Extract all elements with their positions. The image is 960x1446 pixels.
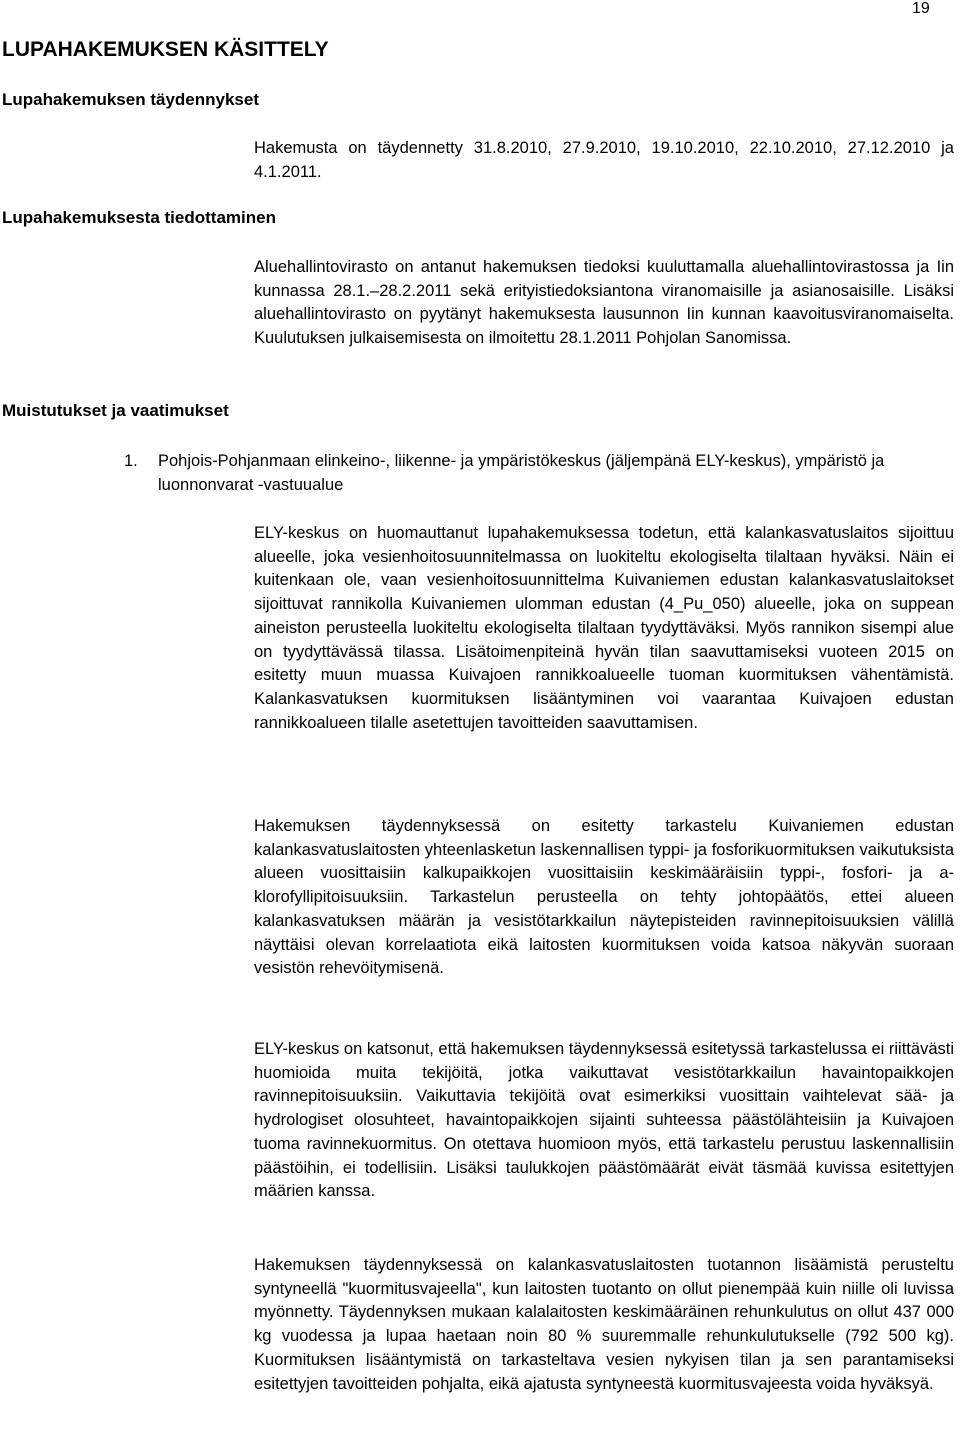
tiedottaminen-text	[254, 256, 954, 351]
tiedottaminen-paragraph: Aluehallintovirasto on antanut hakemuksen tiedoksi kuuluttamalla aluehallintovirastossa ja Iin kunnassa 28.1.–28.2.2011 sekä erityistiedoksiantona viranomaisille ja asianosaisille. Lisäksi aluehallintovirasto on pyytänyt hakemuksesta lausunnon Iin kunnan kaavoitusviranomaiselta. Kuulutuksen julkaisemisesta on ilmoitettu 28.1.2011 Pohjolan Sanomissa.	[254, 258, 954, 348]
heading-taydennykset: Lupahakemuksen täydennykset	[2, 90, 259, 109]
paragraph-text: ELY-keskus on katsonut, että hakemuksen täydennyksessä esitetyssä tarkastelussa ei riittävästi huomioida muita tekijöitä, jotka vaikuttavat vesistötarkkailun havaintopaikkojen ravinnepitoisuuksiin. Vaikuttavia tekijöitä ovat esimerkiksi vuosittain vaihtelevat sää- ja hydrologiset olosuhteet, havaintopaikkojen sijainti suhteessa päästölähteisiin ja Kuivajoen tuoma ravinnekuormitus. On otettava huomioon myös, että tarkastelu perustuu laskennallisiin päästöihin, ei todellisiin. Lisäksi taulukkojen päästömäärät eivät täsmää kuvissa esitettyjen määrien kanssa.	[254, 1040, 954, 1201]
muistutus-paragraph-1	[254, 522, 954, 735]
paragraph-text: Hakemuksen täydennyksessä on esitetty tarkastelu Kuivaniemen edustan kalankasvatuslaitosten yhteenlasketun laskennallisen typpi- ja fosforikuormituksen vaikutuksista alueen vuosittaisiin kalkupaikkojen vuosittaisiin keskimääräisiin typpi-, fosfori- ja a-klorofyllipitoisuuksiin. Tarkastelun perusteella on tehty johtopäätös, ettei alueen kalankasvatuksen määrän ja vesistötarkkailun näytepisteiden ravinnepitoisuuksien välillä näyttäisi olevan korrelaatiota eikä laitosten kuormituksen voida katsoa näkyvän suoraan vesistön rehevöitymisenä.	[254, 817, 954, 978]
taydennykset-paragraph: Hakemusta on täydennetty 31.8.2010, 27.9.2010, 19.10.2010, 22.10.2010, 27.12.2010 ja 4.1.2011.	[254, 139, 954, 181]
muistutus-paragraph-2	[254, 815, 954, 981]
paragraph-text: ELY-keskus on huomauttanut lupahakemuksessa todetun, että kalankasvatuslaitos sijoittuu alueelle, joka vesienhoitosuunnitelmassa on luokiteltu ekologiselta tilaltaan hyväksi. Näin ei kuitenkaan ole, vaan vesienhoitosuunnittelma Kuivaniemen edustan kalankasvatuslaitokset sijoittuvat rannikolla Kuivaniemen ulomman edustan (4_Pu_050) alueelle, joka on suppean aineiston perusteella luokiteltu ekologiselta tilaltaan tyydyttäväksi. Myös rannikon sisempi alue on tyydyttävässä tilassa. Lisätoimenpiteinä hyvän tilan saavuttamiseksi vuoteen 2015 on esitetty muun muassa Kuivajoen rannikkoalueelle tuoman kuormituksen vähentämistä. Kalankasvatuksen kuormituksen lisääntyminen voi vaarantaa Kuivajoen edustan rannikkoalueen tilalle asetettujen tavoitteiden saavuttamisen.	[254, 524, 954, 732]
paragraph-text: Hakemuksen täydennyksessä on kalankasvatuslaitosten tuotannon lisäämistä perusteltu syntyneellä "kuormitusvajeella", kun laitosten tuotanto on ollut pienempää kuin niille oli luvissa myönnetty. Täydennyksen mukaan kalalaitosten keskimääräinen rehunkulutus on ollut 437 000 kg vuodessa ja lupaa haetaan noin 80 % suuremmalle rehunkulutukselle (792 500 kg). Kuormituksen lisääntymistä on tarkasteltava vesien nykyisen tilan ja sen parantamiseksi esitettyjen tavoitteiden pohjalta, eikä ajatusta syntyneestä kuormitusvajeesta voida hyväksyä.	[254, 1256, 954, 1393]
item-title-text: Pohjois-Pohjanmaan elinkeino-, liikenne- ja ympäristökeskus (jäljempänä ELY-keskus), ympäristö ja luonnonvarat -vastuualue	[158, 452, 885, 494]
muistutus-paragraph-3	[254, 1038, 954, 1204]
item-title	[158, 450, 918, 497]
taydennykset-text	[254, 137, 954, 184]
heading-tiedottaminen: Lupahakemuksesta tiedottaminen	[2, 208, 276, 227]
muistutus-paragraph-4	[254, 1254, 954, 1396]
heading-muistutukset: Muistutukset ja vaatimukset	[2, 401, 229, 420]
item-number: 1.	[124, 452, 138, 470]
page-number: 19	[912, 0, 930, 17]
page-title: LUPAHAKEMUKSEN KÄSITTELY	[2, 38, 329, 61]
